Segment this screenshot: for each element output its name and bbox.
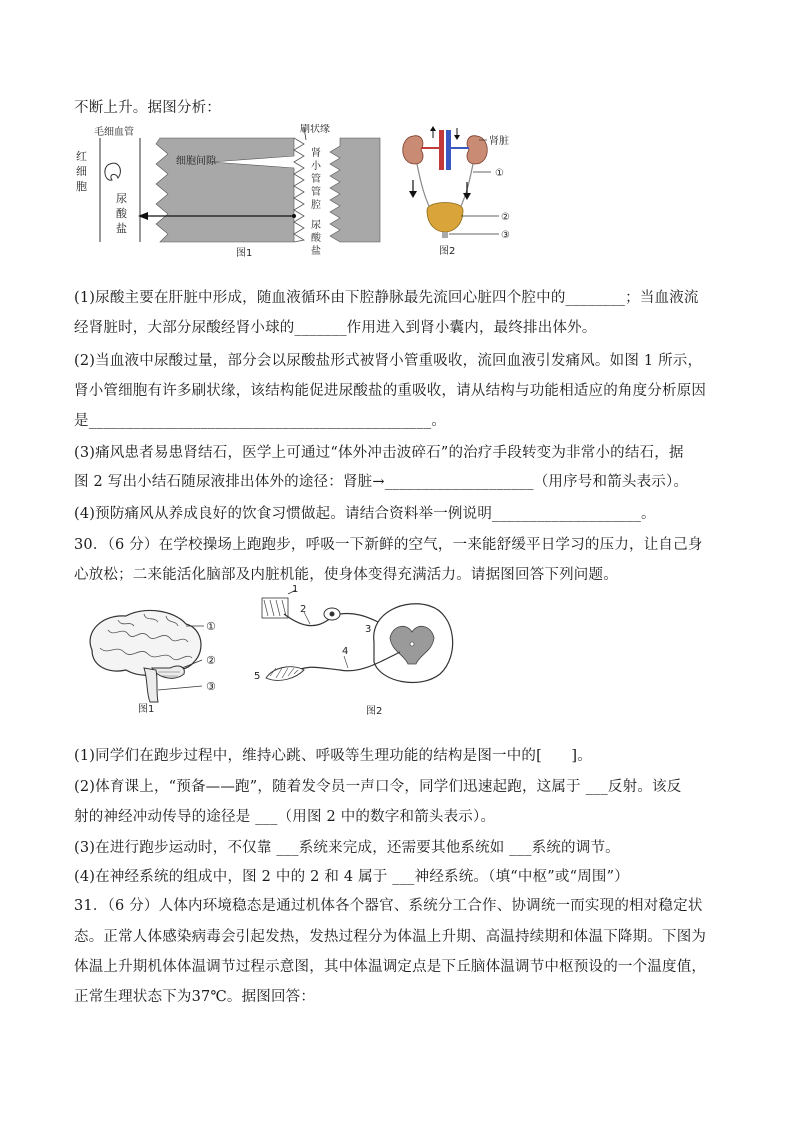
rbc-label-1: 红	[76, 150, 87, 163]
label-1: 1	[292, 584, 299, 595]
label-2: ②	[501, 212, 510, 223]
text-line: 不断上升。据图分析：	[74, 100, 221, 116]
figure-caption: 图1	[138, 704, 155, 715]
label-2: ②	[206, 654, 216, 667]
urate-left-label-2: 酸	[116, 207, 127, 220]
question-29-2-line1: (2)当血液中尿酸过量，部分会以尿酸盐形式被肾小管重吸收，流回血液引发痛风。如图 1 所示，	[74, 353, 703, 369]
question-30-2-line2: 射的神经冲动传导的途径是 ___（用图 2 中的数字和箭头表示）。	[74, 809, 496, 825]
rbc-label-3: 胞	[76, 180, 87, 193]
question-31-stem-line1: 31．（6 分）人体内环境稳态是通过机体各个器官、系统分工合作、协调统一而实现的相对稳定状	[74, 898, 703, 914]
lumen-label-3: 管	[311, 174, 321, 185]
question-29-3-line1: (3)痛风患者易患肾结石，医学上可通过“体外冲击波碎石”的治疗手段转变为非常小的结石，据	[74, 445, 684, 461]
question-29-1-line2: 经肾脏时，大部分尿酸经肾小球的_______作用进入到肾小囊内，最终排出体外。	[74, 320, 597, 336]
rbc-label-2: 细	[76, 165, 87, 178]
lumen-label-2: 小	[311, 161, 321, 172]
lumen-label-4: 管	[311, 187, 321, 198]
urinary-system-figure	[395, 124, 535, 259]
question-31-stem-line2: 态。正常人体感染病毒会引起发热，发热过程分为体温上升期、高温持续期和体温下降期。下图为	[74, 929, 707, 945]
label-4: 4	[342, 646, 349, 657]
figure-caption: 图2	[366, 706, 383, 717]
urate-right-label-2: 酸	[311, 233, 321, 244]
renal-tubule-figure	[72, 124, 392, 259]
label-3: 3	[365, 624, 372, 635]
question-29-4: (4)预防痛风从养成良好的饮食习惯做起。请结合资料举一例说明____________________。	[74, 506, 656, 522]
question-29-3-line2: 图 2 写出小结石随尿液排出体外的途径：肾脏→____________________（用序号和箭头表示）。	[74, 474, 689, 490]
question-29-2-line3: 是______________________________________________。	[74, 413, 447, 429]
label-5: 5	[254, 671, 261, 682]
question-31-stem-line4: 正常生理状态下为37℃。据图回答：	[74, 989, 316, 1005]
label-1: ①	[495, 168, 504, 179]
question-29-1-line1: (1)尿酸主要在肝脏中形成，随血液循环由下腔静脉最先流回心脏四个腔中的________；当血液流	[74, 290, 699, 306]
figure-caption: 图2	[439, 246, 456, 257]
brain-figure	[78, 606, 228, 718]
label-1: ①	[206, 620, 216, 633]
urate-left-label-1: 尿	[116, 192, 127, 205]
question-30-stem-line1: 30．（6 分）在学校操场上跑跑步，呼吸一下新鲜的空气，一来能舒缓平日学习的压力，让自己身	[74, 537, 703, 553]
question-31-stem-line3: 体温上升期机体体温调节过程示意图，其中体温调定点是下丘脑体温调节中枢预设的一个温度值，	[74, 959, 707, 975]
urate-right-label-1: 尿	[311, 220, 321, 231]
urate-left-label-3: 盐	[116, 222, 127, 235]
capillary-label: 毛细血管	[94, 127, 134, 138]
label-3: ③	[501, 230, 510, 241]
reflex-arc-figure	[250, 582, 470, 722]
lumen-label-1: 肾	[311, 148, 321, 159]
question-30-1: (1)同学们在跑步过程中，维持心跳、呼吸等生理功能的结构是图一中的[ ]。	[74, 748, 592, 764]
cell-gap-label: 细胞间隙	[176, 156, 216, 167]
kidney-label: 肾脏	[489, 136, 509, 147]
question-30-4: (4)在神经系统的组成中，图 2 中的 2 和 4 属于 ___神经系统。（填“中枢”或“周围”）	[74, 869, 629, 885]
label-2: 2	[300, 604, 307, 615]
question-29-2-line2: 肾小管细胞有许多刷状缘，该结构能促进尿酸盐的重吸收，请从结构与功能相适应的角度分析原因	[74, 383, 707, 399]
brush-border-label: 刷状缘	[300, 124, 330, 135]
label-3: ③	[206, 680, 216, 693]
question-30-stem-line2: 心放松；二来能活化脑部及内脏机能，使身体变得充满活力。请据图回答下列问题。	[74, 567, 618, 583]
question-30-3: (3)在进行跑步运动时，不仅靠 ___系统来完成，还需要其他系统如 ___系统的调节。	[74, 840, 620, 856]
urate-right-label-3: 盐	[311, 246, 321, 257]
figure-caption: 图1	[236, 248, 253, 259]
lumen-label-5: 腔	[311, 200, 321, 211]
question-30-2-line1: (2)体育课上，“预备——跑”，随着发令员一声口令，同学们迅速起跑，这属于 ___反射。该反	[74, 779, 682, 795]
